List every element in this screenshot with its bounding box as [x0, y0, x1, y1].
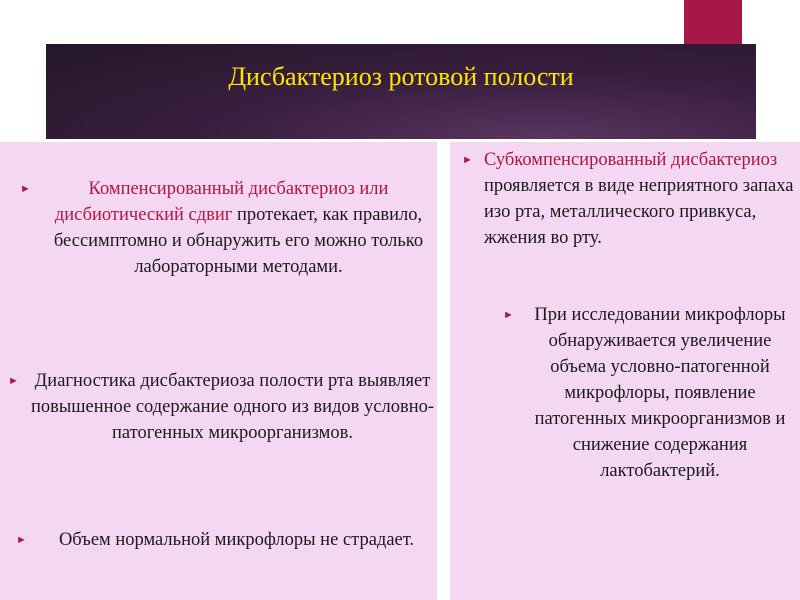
left-bullet-1: [20, 176, 435, 280]
bullet-accent-text: Субкомпенсированный дисбактериоз: [484, 150, 778, 170]
bullet-arrow-icon: ►: [462, 154, 473, 166]
title-banner: [46, 44, 756, 139]
right-bullet-1: [462, 147, 795, 251]
left-bullet-2: [8, 368, 435, 446]
bullet-text: При исследовании микрофлоры обнаруживается увеличение объема условно-патогенной микрофлоры, появление патогенных микроорганизмов и снижение содержания лактобактерий.: [534, 305, 786, 481]
left-bullet-3: [16, 527, 435, 553]
bullet-accent-text: Компенсированный дисбактериоз или дисбиотический сдвиг: [54, 179, 389, 225]
bullet-arrow-icon: ►: [16, 534, 27, 546]
bullet-arrow-icon: ►: [503, 309, 514, 321]
slide-title: Дисбактериоз ротовой полости: [228, 62, 574, 91]
right-bullet-2: [503, 302, 795, 484]
bullet-text: проявляется в виде неприятного запаха изо рта, металлического привкуса, жжения во рту.: [484, 176, 794, 248]
bullet-arrow-icon: ►: [20, 183, 31, 195]
bullet-arrow-icon: ►: [8, 375, 19, 387]
bullet-text: Диагностика дисбактериоза полости рта выявляет повышенное содержание одного из видов условно-патогенных микроорганизмов.: [30, 371, 435, 443]
bullet-text: Объем нормальной микрофлоры не страдает.: [58, 530, 415, 550]
bullet-text: протекает, как правило, бессимптомно и обнаружить его можно только лабораторными методами.: [53, 205, 424, 277]
